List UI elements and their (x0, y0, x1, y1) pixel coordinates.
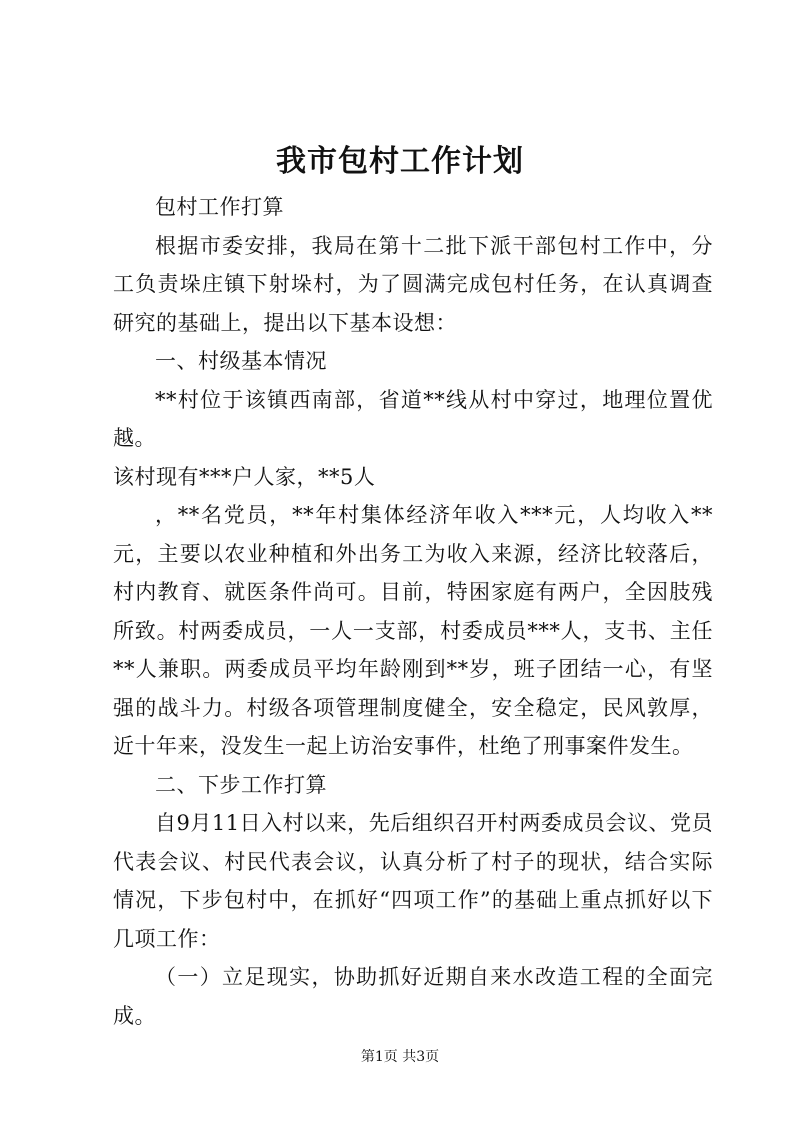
paragraph-households: 该村现有***户人家，**5人 (113, 464, 376, 489)
paragraph-heading-plan: 包村工作打算 (155, 195, 284, 219)
paragraph-village-status: ，**名党员，**年村集体经济年收入***元，人均收入**元，主要以农业种植和外出务工为收入来源，经济比较落后，村内教育、就医条件尚可。目前，特困家庭有两户，全因肢残所致。村两委成员，一人一支部，村委成员***人，支书、主任**人兼职。两委成员平均年龄刚到**岁，班子团结一心，有坚强的战斗力。村级各项管理制度健全，安全稳定，民风敦厚，近十年来，没发生一起上访治安事件，杜绝了刑事案件发生。 (113, 503, 713, 758)
paragraph-work-plan: 自9月11日入村以来，先后组织召开村两委成员会议、党员代表会议、村民代表会议，认真分析了村子的现状，结合实际情况，下步包村中，在抓好“四项工作”的基础上重点抓好以下几项工作： (113, 811, 713, 951)
paragraph-item-1: （一）立足现实，协助抓好近期自来水改造工程的全面完成。 (113, 965, 713, 1028)
section-heading-1: 一、村级基本情况 (155, 349, 327, 373)
paragraph-location: **村位于该镇西南部，省道**线从村中穿过，地理位置优越。 (113, 387, 713, 450)
section-heading-2: 二、下步工作打算 (155, 772, 327, 797)
paragraph-intro: 根据市委安排，我局在第十二批下派干部包村工作中，分工负责垛庄镇下射垛村，为了圆满完成包村任务，在认真调查研究的基础上，提出以下基本设想： (113, 233, 713, 335)
page-title: 我市包村工作计划 (276, 144, 524, 179)
page-footer: 第1页 共3页 (360, 1049, 440, 1065)
document-body (113, 188, 713, 1035)
